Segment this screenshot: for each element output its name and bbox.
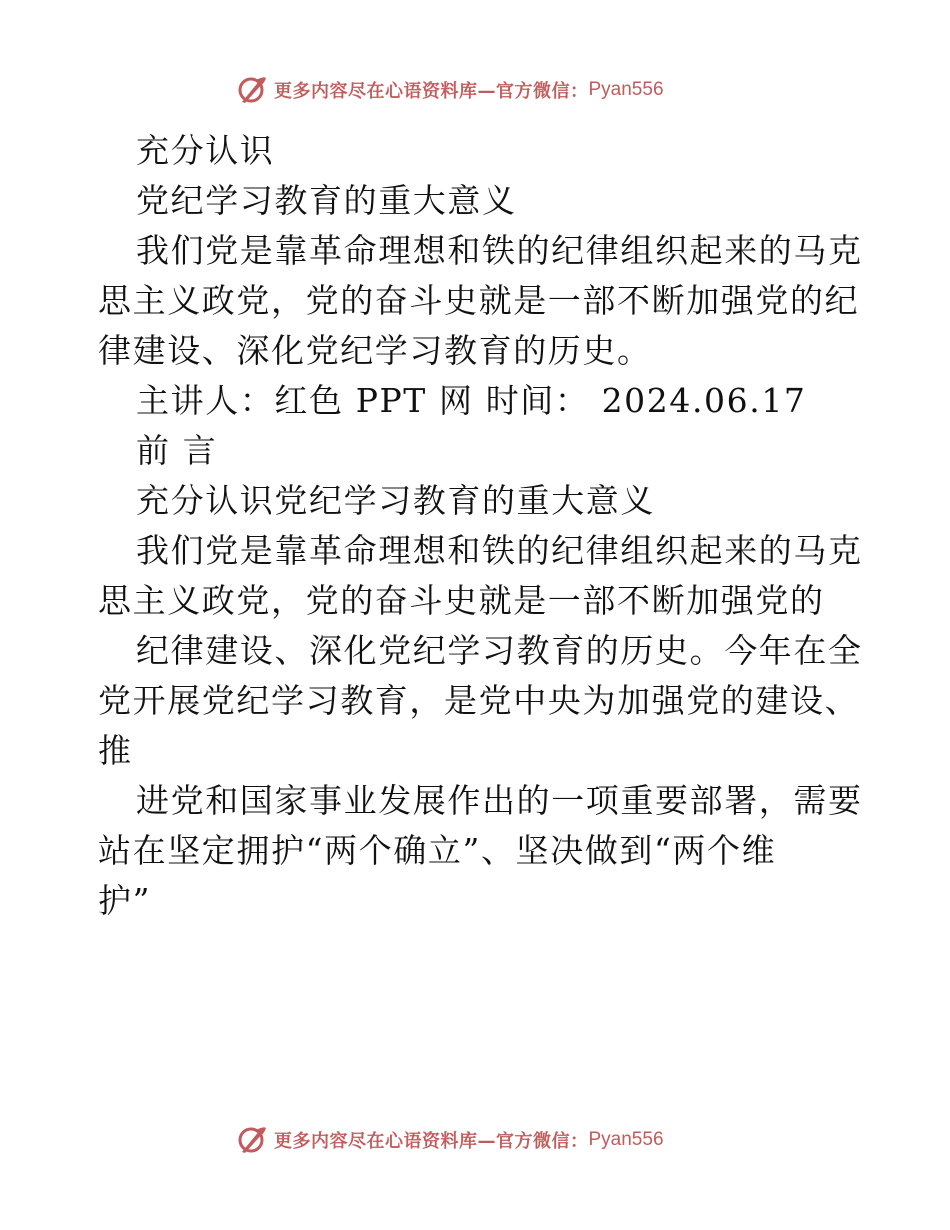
watermark-text: 更多内容尽在心语资料库—官方微信： [274, 81, 589, 102]
paragraph-line: 站在坚定拥护“两个确立”、坚决做到“两个维 [98, 831, 777, 870]
paragraph-line: 思主义政党，党的奋斗史就是一部不断加强党的 [98, 581, 825, 620]
paragraph-line: 推 [98, 731, 133, 770]
watermark-text: 更多内容尽在心语资料库—官方微信： [274, 1131, 589, 1152]
preface-heading: 前 言 [136, 431, 218, 470]
heading-line-2: 党纪学习教育的重大意义 [136, 181, 517, 220]
paragraph-line: 纪律建设、深化党纪学习教育的历史。今年在全 [136, 631, 863, 670]
quill-logo-icon [236, 1124, 268, 1156]
paragraph-line: 我们党是靠革命理想和铁的纪律组织起来的马克 [136, 531, 863, 570]
paragraph-line: 党开展党纪学习教育，是党中央为加强党的建设、 [98, 681, 860, 720]
paragraph-line: 护” [98, 881, 152, 920]
subheading-line: 充分认识党纪学习教育的重大意义 [136, 481, 655, 520]
paragraph-line: 律建设、深化党纪学习教育的历史。 [98, 331, 652, 370]
watermark-account: Pyan556 [588, 1129, 664, 1150]
footer-watermark [236, 1123, 664, 1157]
paragraph-line: 思主义政党，党的奋斗史就是一部不断加强党的纪 [98, 281, 860, 320]
paragraph-line: 我们党是靠革命理想和铁的纪律组织起来的马克 [136, 231, 863, 270]
document-body [98, 126, 863, 926]
paragraph-line: 进党和国家事业发展作出的一项重要部署，需要 [136, 781, 863, 820]
header-watermark [236, 73, 664, 107]
quill-logo-icon [236, 74, 268, 106]
watermark-account: Pyan556 [588, 79, 664, 100]
presenter-line: 主讲人：红色 PPT 网 时间： 2024.06.17 [136, 381, 807, 420]
heading-line-1: 充分认识 [136, 131, 275, 170]
